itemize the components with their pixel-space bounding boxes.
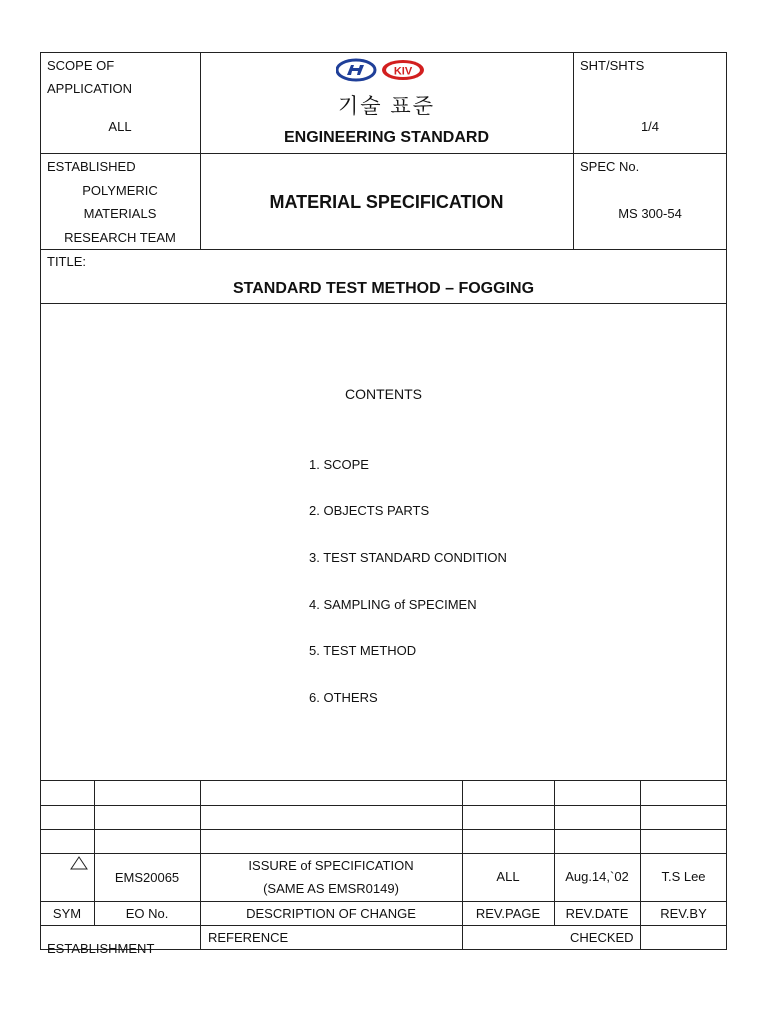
scope-label-2: APPLICATION [47,81,133,96]
rev-row-line-2 [40,805,727,806]
document-title: STANDARD TEST METHOD – FOGGING [232,280,535,297]
logo-kiv-text: KIV [393,65,413,78]
contents-item-2: 2. OBJECTS PARTS [309,503,430,518]
spec-value: MS 300-54 [618,206,682,221]
rev-header-description: DESCRIPTION OF CHANGE [246,906,416,921]
rev-row-line-1 [40,780,727,781]
sht-value: 1/4 [640,119,660,134]
rev-header-rev-by: REV.BY [660,906,707,921]
rev-header-eo-no: EO No. [125,906,169,921]
document-type: MATERIAL SPECIFICATION [269,192,504,212]
contents-heading: CONTENTS [345,386,422,402]
established-label: ESTABLISHED [47,159,136,174]
scope-label: SCOPE OF [47,58,115,73]
rev-date: Aug.14,`02 [565,869,629,884]
rev-header-rev-date: REV.DATE [565,906,629,921]
rev-col-line-3 [462,780,463,950]
contents-item-1: 1. SCOPE [309,457,369,472]
rev-row-line-6 [40,925,727,926]
header-row-divider-2 [40,249,727,250]
rev-row-line-3 [40,829,727,830]
title-label: TITLE: [47,254,87,269]
korean-title: 기술 표준 [338,95,435,118]
contents-item-5: 5. TEST METHOD [309,643,417,658]
contents-item-3: 3. TEST STANDARD CONDITION [309,550,507,565]
header-divider-right [573,52,574,250]
header-divider-left [200,52,201,250]
rev-header-sym: SYM [52,906,82,921]
rev-eo-no: EMS20065 [114,870,180,885]
contents-item-4: 4. SAMPLING of SPECIMEN [309,597,477,612]
rev-description-2: (SAME AS EMSR0149) [263,881,399,896]
contents-item-6: 6. OTHERS [309,690,378,705]
sht-label: SHT/SHTS [580,58,645,73]
rev-row-line-4 [40,853,727,854]
rev-col-line-1 [94,780,95,925]
company-logo [336,58,426,82]
rev-description-1: ISSURE of SPECIFICATION [248,858,414,873]
rev-col-line-4 [554,780,555,925]
rev-col-line-5 [640,780,641,950]
established-line-2: MATERIALS [83,206,157,221]
established-line-3: RESEARCH TEAM [64,230,176,245]
engineering-standard-title: ENGINEERING STANDARD [283,129,490,146]
title-row-divider [40,303,727,304]
rev-page: ALL [496,869,520,884]
footer-reference: REFERENCE [208,930,289,945]
footer-checked: CHECKED [570,930,634,945]
header-row-divider-1 [40,153,727,154]
revision-triangle-icon [70,856,88,870]
scope-value: ALL [108,119,132,134]
established-line-1: POLYMERIC [82,183,158,198]
footer-establishment: ESTABLISHMENT [47,941,155,956]
rev-header-rev-page: REV.PAGE [475,906,541,921]
logo-graphic [336,58,426,82]
rev-row-line-5 [40,901,727,902]
spec-label: SPEC No. [580,159,640,174]
rev-by: T.S Lee [661,869,706,884]
